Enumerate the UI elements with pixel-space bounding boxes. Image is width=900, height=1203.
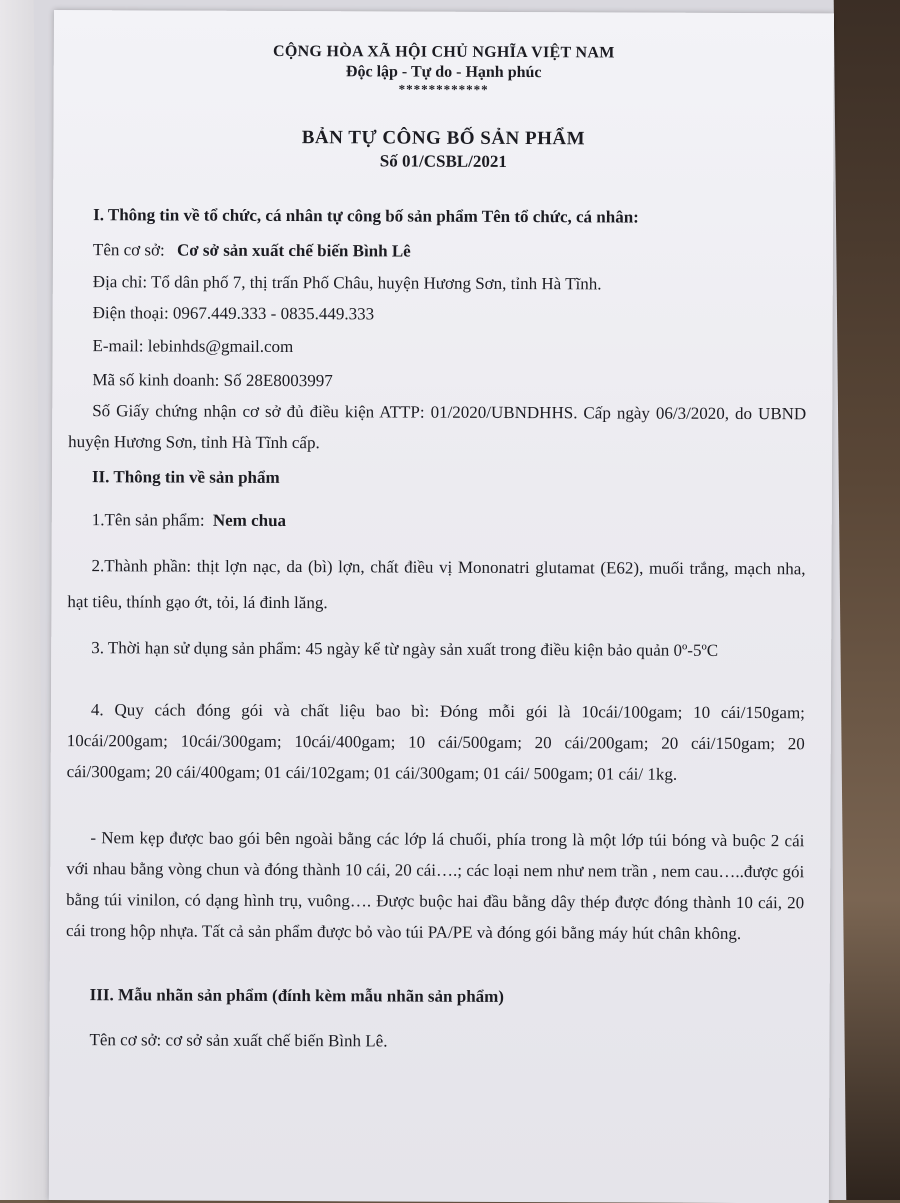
stars-divider: ************ — [398, 81, 489, 97]
section2-heading: II. Thông tin về sản phẩm — [91, 467, 280, 487]
section3-heading: III. Mẫu nhãn sản phẩm (đính kèm mẫu nhãn sản phẩm) — [89, 985, 505, 1006]
label-facility: Tên cơ sở: cơ sở sản xuất chế biến Bình Lê. — [89, 1030, 388, 1051]
packaging-spec: 4. Quy cách đóng gói và chất liệu bao bì: Đóng mỗi gói là 10cái/100gam; 10 cái/150gam; 10cái/200gam; 10cái/300gam; 10cái/400gam; 10 cái/500gam; 20 cái/200gam; 20 cái/150gam; 20 cái/300gam; 20 cái/400gam; 01 cái/102gam; 01 cái/300gam; 01 cái/ 500gam; 01 cái/ 1kg. — [66, 700, 805, 784]
document-page — [49, 10, 834, 1203]
country-header: CỘNG HÒA XÃ HỘI CHỦ NGHĨA VIỆT NAM — [272, 42, 615, 62]
document-number: Số 01/CSBL/2021 — [379, 151, 507, 171]
shelf-life: 3. Thời hạn sử dụng sản phẩm: 45 ngày kể từ ngày sản xuất trong điều kiện bảo quản 0º-5ºC — [91, 638, 719, 660]
business-code: Mã số kinh doanh: Số 28E8003997 — [92, 370, 333, 391]
phone: Điện thoại: 0967.449.333 - 0835.449.333 — [92, 303, 375, 324]
packaging-note: - Nem kẹp được bao gói bên ngoài bằng các lớp lá chuối, phía trong là một lớp túi bóng và buộc 2 cái với nhau bằng vòng chun và đóng thành 10 cái, 20 cái….; các loại nem như nem trần , nem cau…..được gói bằng túi vinilon, có dạng hình trụ, vuông…. Được buộc hai đầu bằng dây thép được đóng thành 10 cái, 20 cái trong hộp nhựa. Tất cả sản phẩm được bỏ vào túi PA/PE và đóng gói bằng máy hút chân không. — [65, 828, 805, 944]
address: Địa chỉ: Tổ dân phố 7, thị trấn Phố Châu, huyện Hương Sơn, tỉnh Hà Tĩnh. — [92, 272, 602, 294]
facility-label: Tên cơ sở: — [92, 240, 165, 260]
facility-value: Cơ sở sản xuất chế biến Bình Lê — [176, 240, 411, 261]
certificate-info: Số Giấy chứng nhận cơ sở đủ điều kiện ATTP: 01/2020/UBNDHHS. Cấp ngày 06/3/2020, do UBND huyện Hương Sơn, tỉnh Hà Tĩnh cấp. — [68, 401, 807, 453]
section1-heading: I. Thông tin về tổ chức, cá nhân tự công bố sản phẩm Tên tổ chức, cá nhân: — [93, 205, 639, 227]
product-value: Nem chua — [212, 510, 287, 531]
product-label: 1.Tên sản phẩm: — [91, 510, 205, 530]
motto: Độc lập - Tự do - Hạnh phúc — [345, 63, 542, 82]
ingredients: 2.Thành phần: thịt lợn nạc, da (bì) lợn, chất điều vị Mononatri glutamat (E62), muối trắng, mạch nha, hạt tiêu, thính gạo ớt, tỏi, lá đinh lăng. — [67, 556, 806, 613]
email: E-mail: lebinhds@gmail.com — [92, 336, 294, 357]
product-name-line — [92, 510, 286, 531]
document-title: BẢN TỰ CÔNG BỐ SẢN PHẨM — [301, 127, 586, 150]
facility-name-line — [93, 240, 411, 261]
